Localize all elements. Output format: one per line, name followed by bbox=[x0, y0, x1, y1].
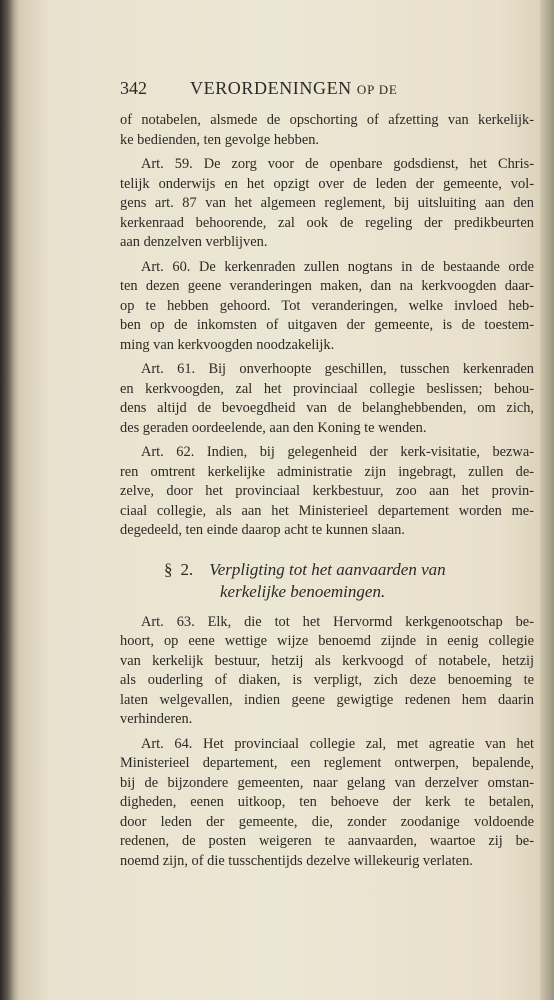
text-line: degedeeld, ten einde daarop acht te kunnen slaan. bbox=[120, 522, 405, 538]
page-edge bbox=[540, 0, 554, 1000]
running-head bbox=[190, 78, 398, 99]
text-line: laten welgevallen, indien geene gewigtige redenen hem daarin bbox=[120, 691, 534, 708]
text-line: gens art. 87 van het algemeen reglement, bij uitsluiting aan den bbox=[120, 195, 534, 211]
text-line: telijk onderwijs en het opzigt over de leden der gemeente, vol- bbox=[120, 175, 534, 192]
article-63 bbox=[120, 613, 534, 730]
text-line: digheden, eenen uitkoop, ten behoeve der kerk te betalen, bbox=[120, 794, 534, 810]
section-title-line-1: Verpligting tot het aanvaarden van bbox=[209, 559, 446, 579]
text-line: Art. 60. De kerkenraden zullen nogtans in de bestaande orde bbox=[141, 258, 534, 275]
running-head-main: VERORDENINGEN bbox=[190, 78, 352, 98]
text-line: hoort, op eene wettige wijze benoemd zijnde in eenig collegie bbox=[120, 633, 534, 649]
text-line: noemd zijn, of die tusschentijds dezelve willekeurig verlaten. bbox=[120, 852, 473, 869]
page-paper bbox=[20, 0, 540, 1000]
text-line: verhinderen. bbox=[120, 711, 193, 727]
article-62 bbox=[120, 443, 534, 541]
text-line: en kerkvoogden, zal het provinciaal collegie beslissen; behou- bbox=[120, 380, 534, 397]
text-line: ten dezen geene veranderingen maken, dan na kerkvoogden daar- bbox=[120, 278, 534, 294]
text-line: aan denzelven verblijven. bbox=[120, 234, 268, 250]
article-60 bbox=[120, 258, 534, 356]
running-head-small: OP DE bbox=[356, 82, 398, 97]
text-line: als ouderling of diaken, is verpligt, zich deze benoeming te bbox=[120, 672, 534, 688]
text-line: door leden der gemeente, die, zonder zoodanige voldoende bbox=[120, 813, 534, 830]
text-line: ben op de inkomsten of uitgaven der gemeente, is de toestem- bbox=[120, 317, 534, 333]
text-line: op te hebben gehoord. Tot veranderingen, welke invloed heb- bbox=[120, 297, 534, 314]
page-text bbox=[120, 78, 534, 871]
text-line: ciaal collegie, als aan het Ministerieel departement worden me- bbox=[120, 502, 534, 519]
section-title-line-2: kerkelijke benoemingen. bbox=[220, 581, 386, 601]
text-line: of notabelen, alsmede de opschorting of afzetting van kerkelijk- bbox=[120, 112, 534, 128]
text-line: bij de bijzondere gemeenten, naar gelang van derzelver omstan- bbox=[120, 774, 534, 791]
text-line: des geraden oordeelende, aan den Koning te wenden. bbox=[120, 419, 427, 436]
text-line: Art. 61. Bij onverhoopte geschillen, tusschen kerkenraden bbox=[141, 361, 534, 377]
text-line: Art. 59. De zorg voor de openbare godsdienst, het Chris- bbox=[141, 156, 534, 172]
text-line: zelve, door het provinciaal kerkbestuur, zoo aan het provin- bbox=[120, 483, 534, 499]
book-gutter bbox=[0, 0, 20, 1000]
article-64 bbox=[120, 735, 534, 872]
text-line: ke bedienden, ten gevolge hebben. bbox=[120, 131, 319, 148]
text-line: kerkenraad behoorende, zal ook de regeling der predikbeurten bbox=[120, 214, 534, 231]
page-header bbox=[120, 78, 534, 108]
text-line: Art. 63. Elk, die tot het Hervormd kerkgenootschap be- bbox=[141, 613, 534, 630]
article-59 bbox=[120, 155, 534, 253]
text-line: Art. 64. Het provinciaal collegie zal, met agreatie van het bbox=[141, 735, 534, 752]
text-line: ren omtrent kerkelijke administratie zijn ingebragt, zullen de- bbox=[120, 463, 534, 480]
section-number: 2. bbox=[180, 559, 194, 579]
text-line: Ministerieel departement, een reglement ontwerpen, bepalende, bbox=[120, 755, 534, 771]
text-line: dens altijd de bevoegdheid van de belanghebbenden, om zich, bbox=[120, 400, 534, 416]
section-heading bbox=[120, 559, 534, 603]
page-number: 342 bbox=[120, 78, 147, 98]
text-line: van kerkelijk bestuur, hetzij als kerkvoogd of notabele, hetzij bbox=[120, 652, 534, 669]
text-line: Art. 62. Indien, bij gelegenheid der kerk-visitatie, bezwa- bbox=[141, 444, 534, 460]
section-symbol: § bbox=[164, 559, 173, 579]
article-61 bbox=[120, 360, 534, 438]
text-line: ming van kerkvoogden noodzakelijk. bbox=[120, 336, 335, 353]
paragraph-continuation bbox=[120, 111, 534, 150]
text-line: redenen, de posten weigeren te aanvaarden, waartoe zij be- bbox=[120, 833, 534, 849]
